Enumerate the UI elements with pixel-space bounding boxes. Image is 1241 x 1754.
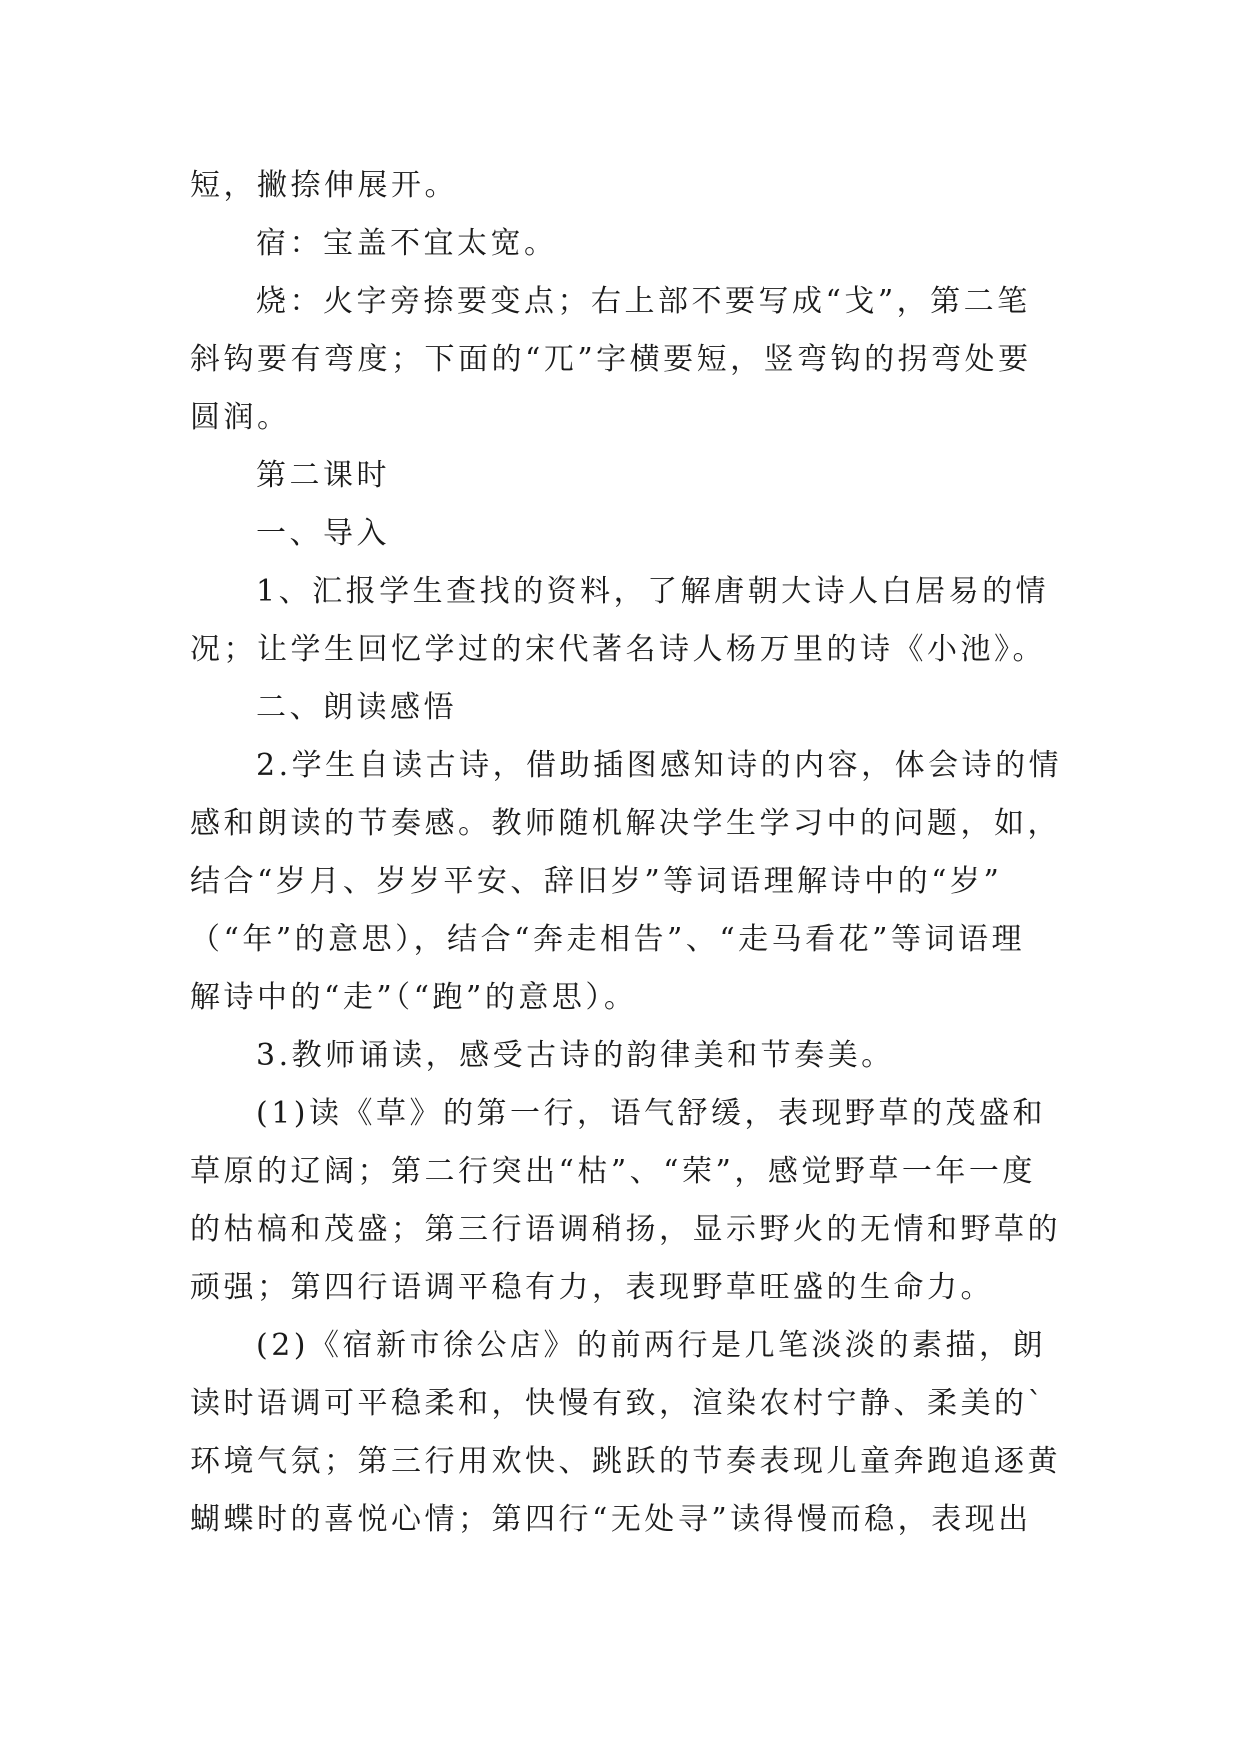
text-line: 短，撇捺伸展开。 [190,168,458,203]
body-text [190,157,1063,1549]
text-line: 顽强；第四行语调平稳有力，表现野草旺盛的生命力。 [190,1270,994,1305]
text-line: 况；让学生回忆学过的宋代著名诗人杨万里的诗《小池》。 [190,632,1046,667]
text-line: 2.学生自读古诗，借助插图感知诗的内容，体会诗的情 [256,748,1063,783]
text-line: 宿：宝盖不宜太宽。 [256,226,558,261]
text-line: 烧：火字旁捺要变点；右上部不要写成“戈”，第二笔 [256,284,1031,319]
text-line: 草原的辽阔；第二行突出“枯”、“荣”，感觉野草一年一度 [190,1154,1036,1189]
text-line: 环境气氛；第三行用欢快、跳跃的节奏表现儿童奔跑追逐黄 [190,1444,1061,1479]
section-heading: 一、导入 [256,516,390,551]
text-line: 解诗中的“走”（“跑”的意思）。 [190,980,638,1015]
text-line: 结合“岁月、岁岁平安、辞旧岁”等词语理解诗中的“岁” [190,864,1003,899]
text-line: 读时语调可平稳柔和，快慢有致，渲染农村宁静、柔美的` [190,1386,1046,1421]
section-heading: 第二课时 [256,458,390,493]
text-line: 1、汇报学生查找的资料，了解唐朝大诗人白居易的情 [256,574,1050,609]
text-line: (2)《宿新市徐公店》的前两行是几笔淡淡的素描，朗 [256,1328,1046,1363]
text-line: (1)读《草》的第一行，语气舒缓，表现野草的茂盛和 [256,1096,1046,1131]
text-line: （“年”的意思），结合“奔走相告”、“走马看花”等词语理 [190,922,1026,957]
text-line: 圆润。 [190,400,291,435]
text-line: 感和朗读的节奏感。教师随机解决学生学习中的问题，如， [190,806,1061,841]
section-heading: 二、朗读感悟 [256,690,457,725]
text-line: 的枯槁和茂盛；第三行语调稍扬，显示野火的无情和野草的 [190,1212,1061,1247]
text-line: 蝴蝶时的喜悦心情；第四行“无处寻”读得慢而稳，表现出 [190,1502,1032,1537]
text-line: 3.教师诵读，感受古诗的韵律美和节奏美。 [256,1038,895,1073]
text-line: 斜钩要有弯度；下面的“兀”字横要短，竖弯钩的拐弯处要 [190,342,1032,377]
